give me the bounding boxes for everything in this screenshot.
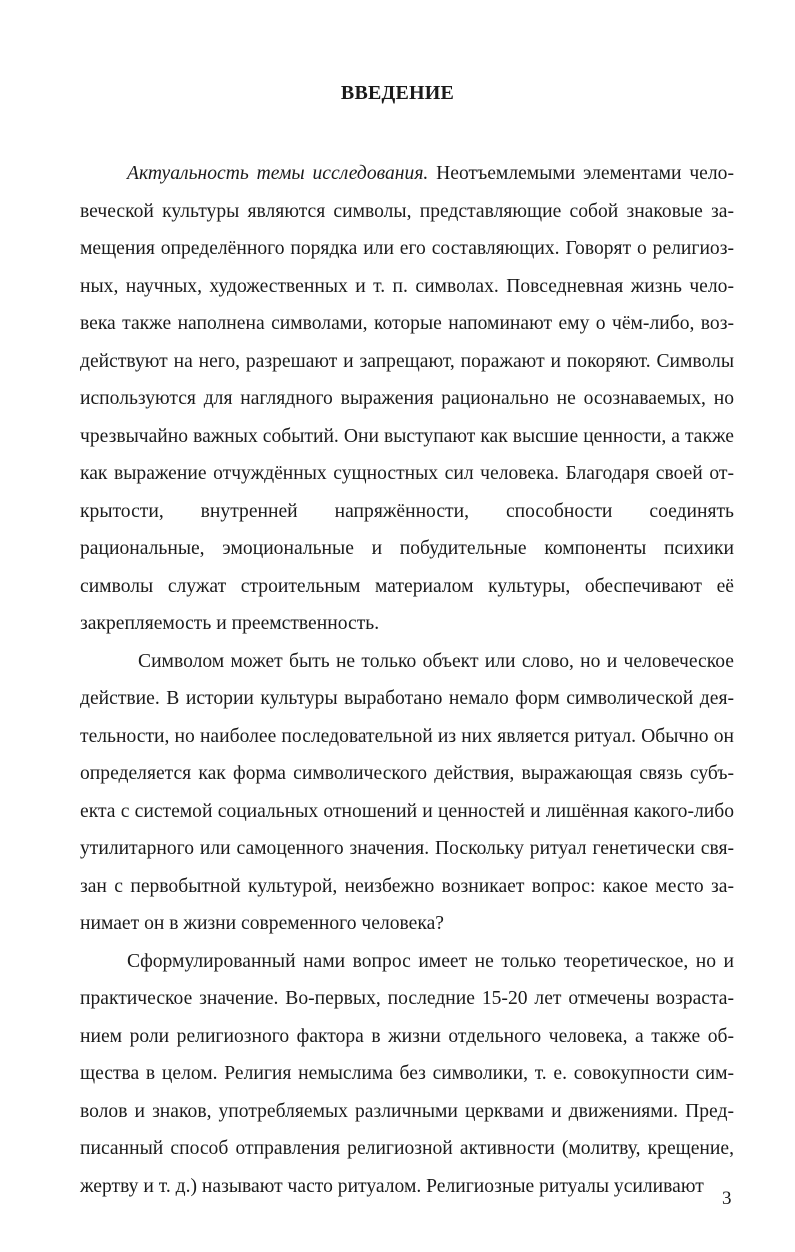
paragraph-symbol-action: Символом может быть не только объект или слово, но и человеческое действие. В истории культуры выработано немало форм символической деятельности, но наиболее последовательной из них является ритуал. Обычно он определяется как форма символического действия, выражающая связь субъекта с системой социальных отношений и ценностей и лишённая какого-либо утилитарного или самоценного значения. Поскольку ритуал генетически связан с первобытной культурой, неизбежно возникает вопрос: какое место занимает он в жизни современного человека? xyxy=(80,650,734,934)
paragraph-relevance xyxy=(80,155,734,643)
paragraph-text: Неотъемлемыми элементами человеческой культуры являются символы, представляющие собой знаковые замещения определённого порядка или его составляющих. Говорят о религиозных, научных, художественных и т. п. символах. Повседневная жизнь человека также наполнена символами, которые напоминают ему о чём-либо, воздействуют на него, разрешают и запрещают, поражают и покоряют. Символы используются для наглядного выражения рационально не осознаваемых, но чрезвычайно важных событий. Они выступают как высшие ценности, а также как выражение отчуждённых сущностных сил человека. Благодаря своей открытости, внутренней напряжённости, способности соединять рациональные, эмоциональные и побудительные компоненты психики символы служат строительным материалом культуры, обеспечивают её закрепляемость и преемственность. xyxy=(80,163,734,634)
body-text xyxy=(80,155,734,1205)
paragraph-practical-meaning: Сформулированный нами вопрос имеет не только теоретическое, но и практическое значение. Во-первых, последние 15-20 лет отмечены возрастанием роли религиозного фактора в жизни отдельного человека, а также общества в целом. Религия немыслима без символики, т. е. совокупности символов и знаков, употребляемых различными церквами и движениями. Предписанный способ отправления религиозной активности (молитву, крещение, жертву и т. д.) называют часто ритуалом. Религиозные ритуалы усиливают xyxy=(80,950,734,1197)
paragraph-lead-italic: Актуальность темы исследования. xyxy=(127,163,429,184)
page-number: 3 xyxy=(722,1188,732,1209)
page-title: ВВЕДЕНИЕ xyxy=(340,82,455,104)
